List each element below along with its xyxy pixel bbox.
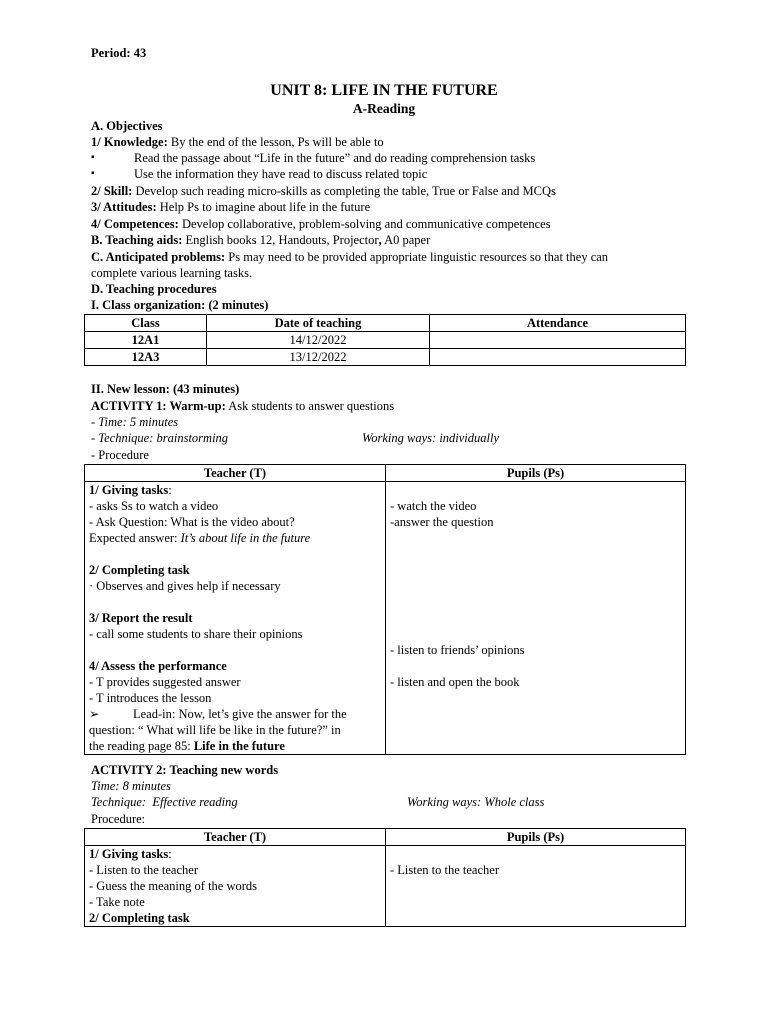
giving-tasks-line [89, 482, 381, 498]
spacer [390, 658, 681, 674]
knowledge-label: 1/ Knowledge: [91, 135, 168, 149]
teacher-step: - Listen to the teacher [89, 863, 198, 877]
giving-tasks-heading: 1/ Giving tasks [89, 847, 169, 861]
table-header-row [85, 829, 686, 846]
completing-task-heading: 2/ Completing task [89, 563, 190, 577]
pupil-step: - watch the video [390, 499, 477, 513]
table-cell-class: 12A3 [85, 349, 207, 366]
teaching-aids-text-b: A0 paper [381, 233, 431, 247]
spacer [390, 482, 681, 498]
table-cell-date: 13/12/2022 [207, 349, 430, 366]
pupil-step: - Listen to the teacher [390, 863, 499, 877]
period-label: Period: 43 [91, 46, 147, 60]
spacer [390, 610, 681, 626]
activity1-text: Ask students to answer questions [228, 399, 395, 413]
activity2-procedure: Procedure: [91, 812, 146, 826]
new-lesson-heading: II. New lesson: (43 minutes) [91, 382, 240, 396]
class-table [84, 314, 686, 366]
spacer [390, 594, 681, 610]
spacer [390, 846, 681, 862]
leadin-text-1: Lead-in: Now, let’s give the answer for the [133, 707, 347, 721]
page-title: UNIT 8: LIFE IN THE FUTURE [270, 82, 498, 99]
leadin-text-3: the reading page 85: [89, 739, 194, 753]
table-header: Class [85, 315, 207, 332]
teacher-step: - Guess the meaning of the words [89, 879, 258, 893]
attitudes-text: Help Ps to imagine about life in the future [159, 200, 371, 214]
leadin-bold-title: Life in the future [193, 739, 285, 753]
table-cell-date: 14/12/2022 [207, 332, 430, 349]
teacher-step: - Take note [89, 895, 145, 909]
anticipated-label: C. Anticipated problems: [91, 250, 226, 264]
table-row [85, 846, 686, 927]
pupil-step: -answer the question [390, 515, 494, 529]
procedures-heading: D. Teaching procedures [91, 282, 217, 296]
class-organization-heading: I. Class organization: (2 minutes) [91, 298, 269, 312]
knowledge-line [91, 134, 384, 150]
pupils-column-header: Pupils (Ps) [386, 465, 686, 482]
pupils-cell [386, 482, 686, 755]
spacer [89, 594, 381, 610]
assess-performance-heading: 4/ Assess the performance [89, 659, 227, 673]
leadin-line-2: question: “ What will life be like in the future?” in [89, 723, 341, 737]
knowledge-text: By the end of the lesson, Ps will be able to [170, 135, 384, 149]
bullet-icon: ▪ [91, 168, 95, 179]
activity2-technique-label: Technique: [91, 795, 147, 809]
activity2-technique-line [91, 794, 238, 810]
pupil-step: - listen and open the book [390, 675, 520, 689]
expected-answer-label: Expected answer: [89, 531, 181, 545]
teacher-column-header: Teacher (T) [85, 465, 386, 482]
activity1-technique: - Technique: brainstorming [91, 431, 229, 445]
anticipated-line [91, 249, 608, 265]
pupils-cell [386, 846, 686, 927]
table-cell-class: 12A1 [85, 332, 207, 349]
table-cell-attendance [430, 349, 686, 366]
giving-tasks-line [89, 846, 381, 862]
activity1-working-ways: Working ways: individually [362, 431, 500, 445]
spacer [390, 562, 681, 578]
pupil-step: - listen to friends’ opinions [390, 643, 525, 657]
objectives-heading: A. Objectives [91, 119, 163, 133]
pupils-column-header: Pupils (Ps) [386, 829, 686, 846]
teaching-aids-line [91, 232, 430, 248]
table-cell-attendance [430, 332, 686, 349]
activity2-heading: ACTIVITY 2: Teaching new words [91, 763, 279, 777]
table-header: Date of teaching [207, 315, 430, 332]
teacher-step: - T provides suggested answer [89, 675, 241, 689]
teacher-cell [85, 482, 386, 755]
leadin-line-1 [89, 706, 381, 722]
activity2-table [84, 828, 686, 927]
expected-answer-text: It’s about life in the future [180, 531, 311, 545]
table-header-row [85, 465, 686, 482]
activity2-time: Time: 8 minutes [91, 779, 171, 793]
activity2-technique-text: Effective reading [152, 795, 238, 809]
page-subtitle: A-Reading [352, 101, 416, 116]
teacher-cell [85, 846, 386, 927]
teacher-step: - call some students to share their opinions [89, 627, 303, 641]
leadin-line-3 [89, 738, 381, 754]
teacher-step: · Observes and gives help if necessary [89, 579, 281, 593]
spacer [390, 546, 681, 562]
teaching-aids-text-a: English books 12, Handouts, Projector [185, 233, 379, 247]
table-header: Attendance [430, 315, 686, 332]
attitudes-line [91, 199, 370, 215]
teacher-step: - T introduces the lesson [89, 691, 212, 705]
table-row [85, 332, 686, 349]
spacer [89, 546, 381, 562]
activity1-procedure: - Procedure [91, 448, 149, 462]
spacer [390, 578, 681, 594]
activity1-table [84, 464, 686, 755]
objective-bullet-2: Use the information they have read to discuss related topic [134, 167, 428, 181]
attitudes-label: 3/ Attitudes: [91, 200, 157, 214]
competences-text: Develop collaborative, problem-solving and communicative competences [181, 217, 551, 231]
spacer [390, 626, 681, 642]
giving-tasks-colon: : [168, 483, 172, 497]
anticipated-text-1: Ps may need to be provided appropriate linguistic resources so that they can [228, 250, 609, 264]
arrow-bullet-icon: ➢ [89, 707, 100, 721]
activity1-line [91, 398, 394, 414]
report-result-heading: 3/ Report the result [89, 611, 193, 625]
activity1-time: - Time: 5 minutes [91, 415, 179, 429]
spacer [390, 530, 681, 546]
expected-answer-line [89, 530, 381, 546]
competences-label: 4/ Competences: [91, 217, 179, 231]
giving-tasks-colon: : [168, 847, 172, 861]
table-row [85, 482, 686, 755]
anticipated-text-2: complete various learning tasks. [91, 266, 253, 280]
teaching-aids-label: B. Teaching aids: [91, 233, 183, 247]
table-header-row [85, 315, 686, 332]
activity2-working-ways: Working ways: Whole class [407, 795, 545, 809]
spacer [89, 642, 381, 658]
table-row [85, 349, 686, 366]
activity1-label: ACTIVITY 1: Warm-up: [91, 399, 226, 413]
skill-text: Develop such reading micro-skills as completing the table, True or False and MCQs [135, 184, 556, 198]
teaching-aids-comma: , [378, 233, 382, 247]
teacher-column-header: Teacher (T) [85, 829, 386, 846]
giving-tasks-heading: 1/ Giving tasks [89, 483, 169, 497]
teacher-step: - Ask Question: What is the video about? [89, 515, 295, 529]
completing-task-heading: 2/ Completing task [89, 911, 190, 925]
bullet-icon: ▪ [91, 152, 95, 163]
skill-line [91, 183, 556, 199]
objective-bullet-1: Read the passage about “Life in the future” and do reading comprehension tasks [134, 151, 536, 165]
competences-line [91, 216, 551, 232]
teacher-step: - asks Ss to watch a video [89, 499, 219, 513]
skill-label: 2/ Skill: [91, 184, 133, 198]
